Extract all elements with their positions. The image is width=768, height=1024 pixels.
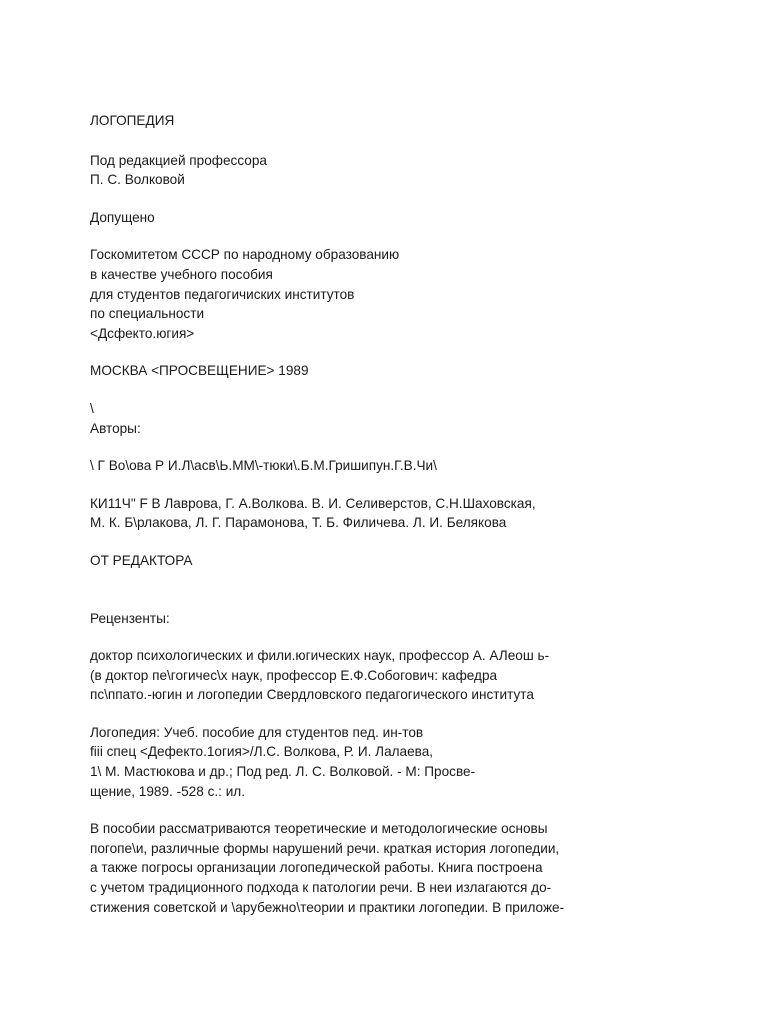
- reviewer-line: доктор психологических и фили.югических наук, профессор А. АЛеош ь-: [90, 648, 550, 664]
- committee-line: для студентов педагогичиских институтов: [90, 286, 355, 302]
- backslash-line: \: [90, 400, 94, 416]
- reviewer-line: пс\ппато.-югин и логопедии Свердловского педагогического института: [90, 687, 534, 703]
- committee-line: <Дсфекто.югия>: [90, 325, 195, 341]
- editor-line-1: Под редакцией профессора: [90, 152, 267, 168]
- committee-line: по специальности: [90, 306, 205, 322]
- abstract-line: погопе\и, различные формы нарушений речи. краткая история логопедии,: [90, 840, 560, 856]
- publisher-line: МОСКВА <ПРОСВЕЩЕНИЕ> 1989: [90, 363, 309, 379]
- citation-line: щение, 1989. -528 с.: ил.: [90, 783, 246, 799]
- reviewers-label: Рецензенты:: [90, 610, 170, 626]
- authors-list-line: М. К. Б\рлакова, Л. Г. Парамонова, Т. Б. Филичева. Л. И. Белякова: [90, 515, 507, 531]
- authors-list-line: КИ11Ч" F В Лаврова, Г. А.Волкова. В. И. Селиверстов, С.Н.Шаховская,: [90, 495, 536, 511]
- authors-label: Авторы:: [90, 420, 141, 436]
- committee-line: в качестве учебного пособия: [90, 266, 273, 282]
- abstract-line: с учетом традиционного подхода к патологии речи. В неи излагаются до-: [90, 880, 552, 896]
- citation-line: Логопедия: Учеб. пособие для студентов пед. ин-тов: [90, 724, 424, 740]
- abstract-line: стижения советской и \арубежно\теории и практики логопедии. В приложе-: [90, 899, 565, 915]
- authors-line: \ Г Во\ова Р И.Л\асв\Ь.ММ\-тюки\.Б.М.Гришипун.Г.В.Чи\: [90, 458, 437, 474]
- approved-label: Допущено: [90, 209, 155, 225]
- citation-line: fiii спец <Дефекто.1огия>/Л.С. Волкова, Р. И. Лалаева,: [90, 744, 434, 760]
- reviewer-line: (в доктор пе\гогичес\х наук, профессор Е.Ф.Собогович: кафедра: [90, 667, 498, 683]
- editor-line-2: П. С. Волковой: [90, 172, 185, 188]
- document-page: [90, 111, 730, 917]
- book-title: ЛОГОПЕДИЯ: [90, 113, 175, 128]
- citation-line: 1\ М. Мастюкова и др.; Под ред. Л. С. Волковой. - М: Просве-: [90, 764, 476, 780]
- abstract-line: а также погросы организации логопедической работы. Книга построена: [90, 860, 543, 876]
- abstract-line: В пособии рассматриваются теоретические и методологические основы: [90, 821, 548, 837]
- committee-line: Госкомитетом СССР по народному образованию: [90, 247, 400, 263]
- from-editor-heading: ОТ РЕДАКТОРА: [90, 552, 193, 568]
